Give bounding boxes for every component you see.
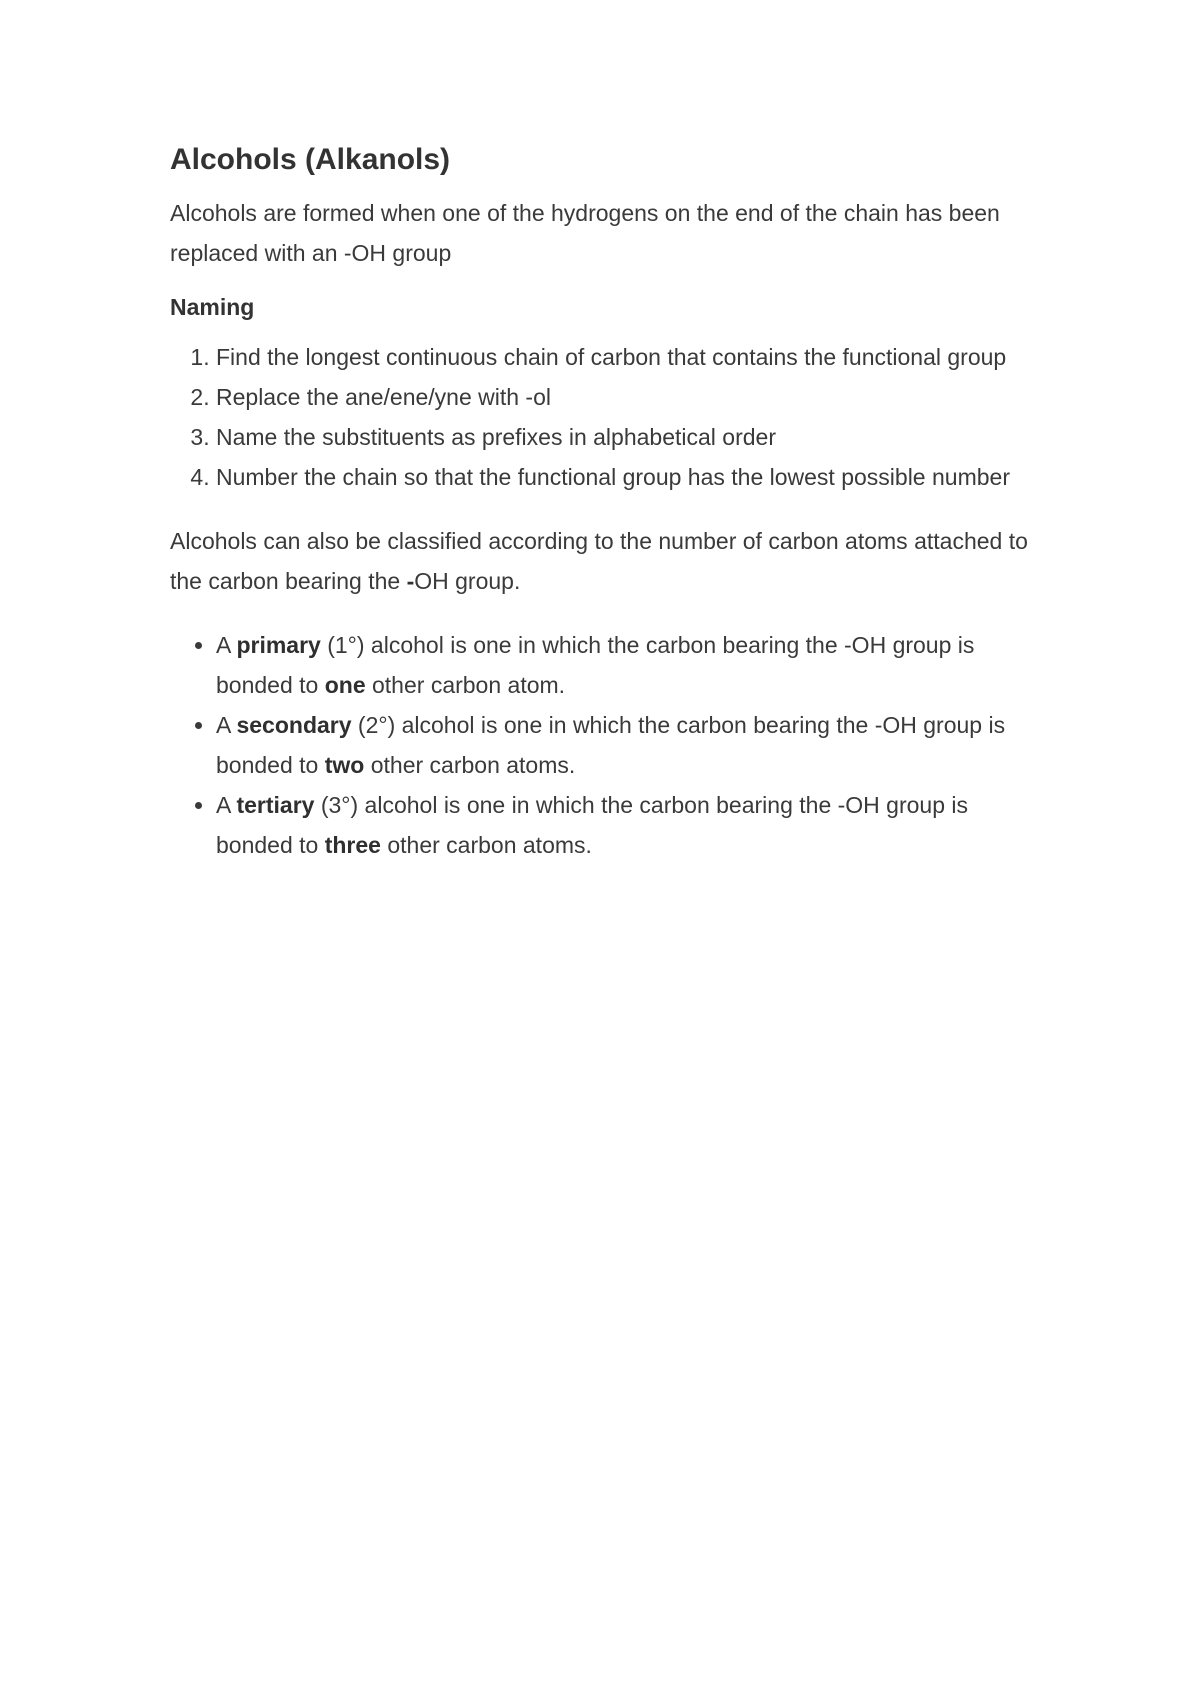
alcohol-types-list <box>170 625 1050 865</box>
item-prefix: A <box>216 792 237 818</box>
alcohol-type-tertiary <box>216 785 1050 865</box>
item-term: secondary <box>236 712 352 738</box>
item-prefix: A <box>216 712 237 738</box>
item-prefix: A <box>216 632 237 658</box>
classification-paragraph <box>170 521 1050 601</box>
naming-step: 1. Find the longest continuous chain of carbon that contains the functional group <box>216 337 1050 377</box>
classification-text-before: Alcohols can also be classified according to the number of carbon atoms attached to the carbon bearing the <box>170 528 1028 594</box>
item-middle: (2°) alcohol is one in which the carbon bearing the -OH group is bonded to <box>216 712 1006 778</box>
naming-step: 3. Name the substituents as prefixes in alphabetical order <box>216 417 1050 457</box>
item-term: primary <box>236 632 321 658</box>
alcohol-type-primary <box>216 625 1050 705</box>
document-page <box>170 140 1050 865</box>
item-middle: (3°) alcohol is one in which the carbon bearing the -OH group is bonded to <box>216 792 968 858</box>
classification-text-bold: - <box>406 568 415 594</box>
item-suffix: other carbon atom. <box>365 672 566 698</box>
alcohol-type-secondary <box>216 705 1050 785</box>
naming-steps-list <box>170 337 1050 497</box>
naming-step: 2. Replace the ane/ene/yne with -ol <box>216 377 1050 417</box>
item-count: one <box>324 672 366 698</box>
naming-heading: Naming <box>170 294 255 320</box>
naming-step: 4. Number the chain so that the functional group has the lowest possible number <box>216 457 1050 497</box>
item-suffix: other carbon atoms. <box>380 832 592 858</box>
intro-paragraph: Alcohols are formed when one of the hydrogens on the end of the chain has been replaced with an -OH group <box>170 200 1000 266</box>
page-title: Alcohols (Alkanols) <box>170 143 451 176</box>
item-term: tertiary <box>236 792 315 818</box>
item-count: two <box>324 752 365 778</box>
classification-text-after: OH group. <box>414 568 521 594</box>
item-middle: (1°) alcohol is one in which the carbon bearing the -OH group is bonded to <box>216 632 975 698</box>
item-count: three <box>324 832 381 858</box>
item-suffix: other carbon atoms. <box>364 752 576 778</box>
